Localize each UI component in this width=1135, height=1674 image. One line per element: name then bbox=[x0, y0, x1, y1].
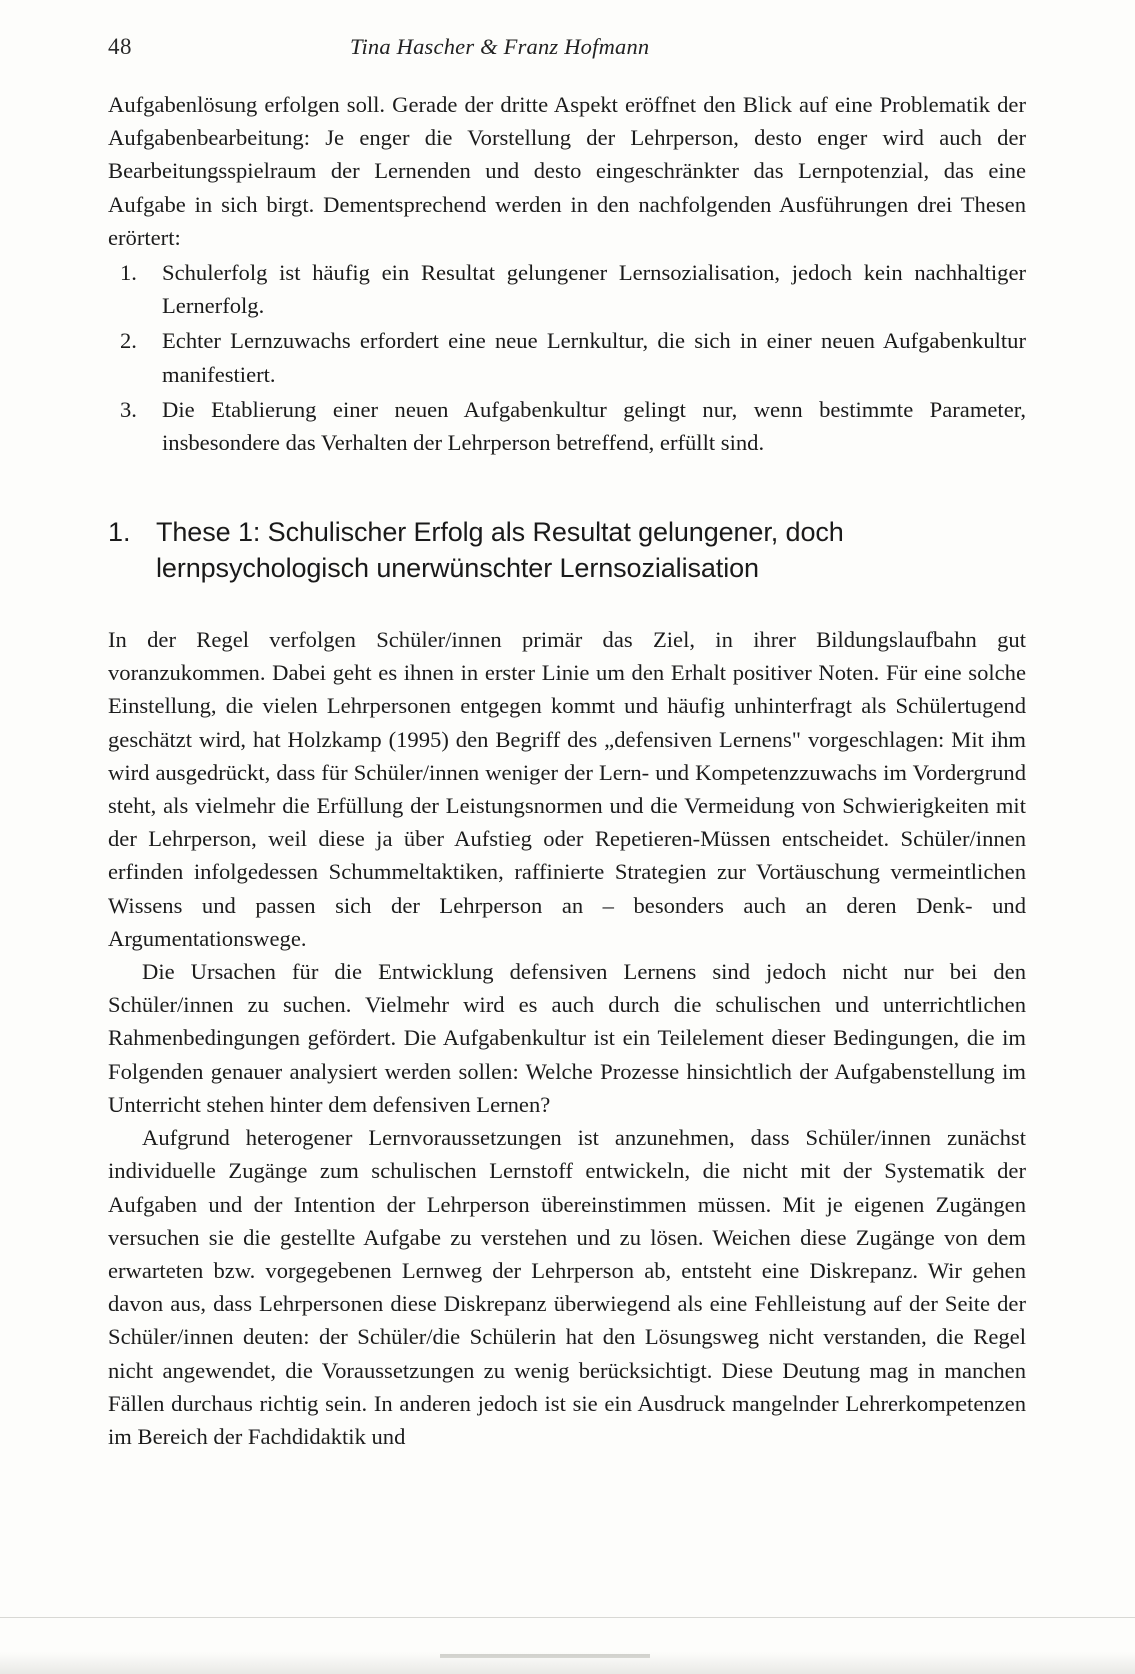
list-item-text: Echter Lernzuwachs erfordert eine neue Lernkultur, die sich in einer neuen Aufgabenkultur manifestiert. bbox=[162, 328, 1026, 387]
thesis-list bbox=[108, 256, 1026, 459]
list-item-text: Schulerfolg ist häufig ein Resultat gelungener Lernsozialisation, jedoch kein nachhaltiger Lernerfolg. bbox=[162, 260, 1026, 319]
list-item bbox=[108, 393, 1026, 459]
paragraph: In der Regel verfolgen Schüler/innen primär das Ziel, in ihrer Bildungslaufbahn gut voranzukommen. Dabei geht es ihnen in erster Linie um den Erhalt positiver Noten. Für eine solche Einstellung, die vielen Lehrpersonen entgegen kommt und häufig unhinterfragt als Schülertugend geschätzt wird, hat Holzkamp (1995) den Begriff des „defensiven Lernens" vorgeschlagen: Mit ihm wird ausgedrückt, dass für Schüler/innen weniger der Lern- und Kompetenzzuwachs im Vordergrund steht, als vielmehr die Erfüllung der Leistungsnormen und die Vermeidung von Schwierigkeiten mit der Lehrperson, weil diese ja über Aufstieg oder Repetieren-Müssen entscheidet. Schüler/innen erfinden infolgedessen Schummeltaktiken, raffinierte Strategien zur Vortäuschung vermeintlichen Wissens und passen sich der Lehrperson an – besonders auch an deren Denk- und Argumentationswege. bbox=[108, 627, 1026, 951]
list-item-text: Die Etablierung einer neuen Aufgabenkultur gelingt nur, wenn bestimmte Parameter, insbesondere das Verhalten der Lehrperson betreffend, erfüllt sind. bbox=[162, 396, 1026, 456]
body-text bbox=[108, 623, 1026, 1453]
scan-artifact-edge bbox=[0, 1652, 1135, 1674]
section-number: 1. bbox=[108, 517, 131, 548]
paragraph: Aufgrund heterogener Lernvoraussetzungen ist anzunehmen, dass Schüler/innen zunächst individuelle Zugänge zum schulischen Lernstoff entwickeln, die nicht mit der Systematik der Aufgaben und der Intention der Lehrperson übereinstimmen müssen. Mit je eigenen Zugängen versuchen sie die gestellte Aufgabe zu verstehen und zu lösen. Weichen diese Zugänge von dem erwarteten bzw. vorgegebenen Lernweg der Lehrperson ab, entsteht eine Diskrepanz. Wir gehen davon aus, dass Lehrpersonen diese Diskrepanz überwiegend als eine Fehlleistung auf der Seite der Schüler/innen deuten: der Schüler/die Schülerin hat den Lösungsweg nicht verstanden, die Regel nicht angewendet, die Voraussetzungen zu wenig berücksichtigt. Diese Deutung mag in manchen Fällen durchaus richtig sein. In anderen jedoch ist sie ein Ausdruck mangelnder Lehrerkompetenzen im Bereich der Fachdidaktik und bbox=[108, 1125, 1026, 1449]
list-item-number: 2. bbox=[120, 328, 137, 354]
page-number: 48 bbox=[108, 34, 132, 59]
list-item bbox=[108, 256, 1026, 322]
intro-paragraph: Aufgabenlösung erfolgen soll. Gerade der dritte Aspekt eröffnet den Blick auf eine Problematik der Aufgabenbearbeitung: Je enger die Vorstellung der Lehrperson, desto enger wird auch der Bearbeitungsspielraum der Lernenden und desto eingeschränkter das Lernpotenzial, das eine Aufgabe in sich birgt. Dementsprechend werden in den nachfolgenden Ausführungen drei Thesen erörtert: bbox=[108, 92, 1026, 250]
section-title: These 1: Schulischer Erfolg als Resultat gelungener, doch lernpsychologisch unerwünschter Lernsozialisation bbox=[156, 517, 844, 584]
list-item bbox=[108, 324, 1026, 390]
paragraph: Die Ursachen für die Entwicklung defensiven Lernens sind jedoch nicht nur bei den Schüler/innen zu suchen. Vielmehr wird es auch durch die schulischen und unterrichtlichen Rahmenbedingungen gefördert. Die Aufgabenkultur ist ein Teilelement dieser Bedingungen, die im Folgenden genauer analysiert werden sollen: Welche Prozesse hinsichtlich der Aufgabenstellung im Unterricht stehen hinter dem defensiven Lernen? bbox=[108, 959, 1026, 1117]
list-item-number: 3. bbox=[120, 396, 137, 422]
text-column bbox=[108, 88, 1026, 1453]
running-title: Tina Hascher & Franz Hofmann bbox=[350, 34, 650, 59]
scan-artifact-line bbox=[0, 1617, 1135, 1618]
list-item-number: 1. bbox=[120, 260, 137, 286]
running-head bbox=[108, 34, 1040, 78]
section-heading bbox=[108, 515, 1026, 587]
